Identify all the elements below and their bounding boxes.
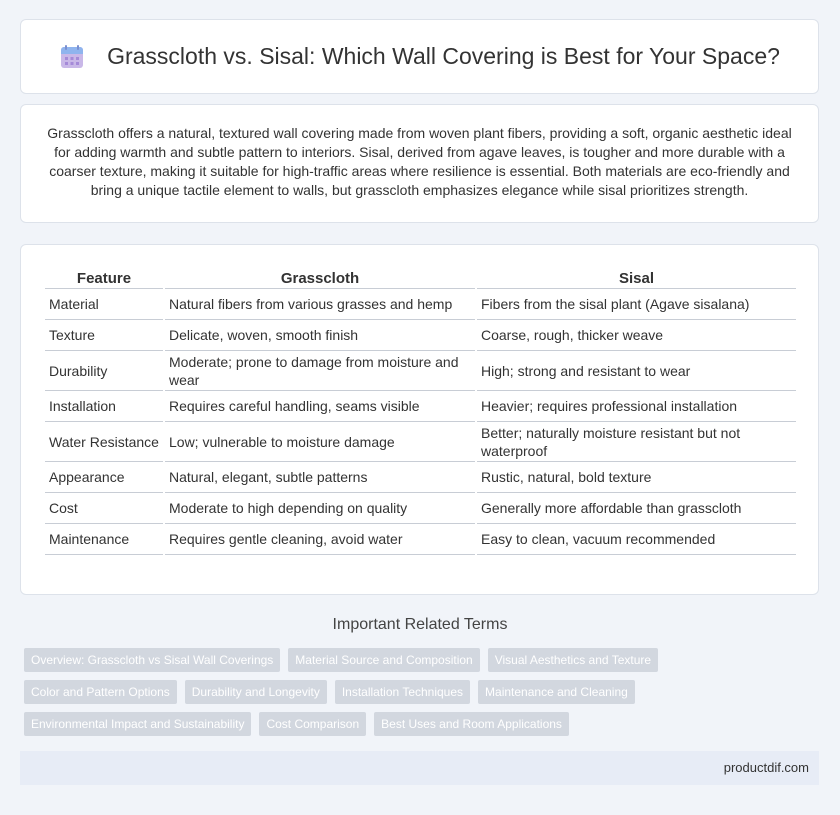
grasscloth-cell: Moderate to high depending on quality <box>165 493 475 524</box>
sisal-cell: Better; naturally moisture resistant but not waterproof <box>477 422 796 462</box>
column-header-sisal: Sisal <box>477 266 796 289</box>
grasscloth-cell: Moderate; prone to damage from moisture and wear <box>165 351 475 391</box>
sisal-cell: High; strong and resistant to wear <box>477 351 796 391</box>
table-row <box>45 289 796 320</box>
column-header-grasscloth: Grasscloth <box>165 266 475 289</box>
table-row <box>45 320 796 351</box>
footer <box>20 751 819 785</box>
feature-cell: Texture <box>45 320 163 351</box>
calendar-icon <box>59 44 85 70</box>
header-card <box>20 19 819 94</box>
grasscloth-cell: Requires gentle cleaning, avoid water <box>165 524 475 555</box>
intro-card <box>20 104 819 223</box>
grasscloth-cell: Delicate, woven, smooth finish <box>165 320 475 351</box>
related-term-tag[interactable]: Cost Comparison <box>259 712 366 736</box>
related-term-tag[interactable]: Overview: Grasscloth vs Sisal Wall Coverings <box>24 648 280 672</box>
sisal-cell: Coarse, rough, thicker weave <box>477 320 796 351</box>
table-row <box>45 524 796 555</box>
sisal-cell: Easy to clean, vacuum recommended <box>477 524 796 555</box>
related-term-tag[interactable]: Material Source and Composition <box>288 648 479 672</box>
intro-text: Grasscloth offers a natural, textured wall covering made from woven plant fibers, providing a soft, organic aesthetic ideal for adding warmth and subtle pattern to interiors. Sisal, derived from agave leaves, is tougher and more durable with a coarser texture, making it suitable for high-traffic areas where resilience is essential. Both materials are eco-friendly and bring a unique tactile element to walls, but grasscloth emphasizes elegance while sisal prioritizes strength. <box>47 125 792 198</box>
table-row <box>45 391 796 422</box>
related-term-tag[interactable]: Environmental Impact and Sustainability <box>24 712 251 736</box>
table-row <box>45 351 796 391</box>
column-header-feature: Feature <box>45 266 163 289</box>
table-row <box>45 462 796 493</box>
sisal-cell: Rustic, natural, bold texture <box>477 462 796 493</box>
related-term-tag[interactable]: Best Uses and Room Applications <box>374 712 569 736</box>
related-term-tag[interactable]: Installation Techniques <box>335 680 470 704</box>
related-term-tag[interactable]: Visual Aesthetics and Texture <box>488 648 658 672</box>
related-term-tag[interactable]: Color and Pattern Options <box>24 680 177 704</box>
feature-cell: Durability <box>45 351 163 391</box>
related-terms-list <box>24 648 824 744</box>
sisal-cell: Fibers from the sisal plant (Agave sisalana) <box>477 289 796 320</box>
related-term-tag[interactable]: Maintenance and Cleaning <box>478 680 635 704</box>
comparison-table <box>43 266 798 555</box>
footer-site-link[interactable]: productdif.com <box>723 760 809 775</box>
related-terms-title: Important Related Terms <box>332 616 508 633</box>
grasscloth-cell: Natural fibers from various grasses and hemp <box>165 289 475 320</box>
grasscloth-cell: Low; vulnerable to moisture damage <box>165 422 475 462</box>
feature-cell: Maintenance <box>45 524 163 555</box>
feature-cell: Appearance <box>45 462 163 493</box>
feature-cell: Water Resistance <box>45 422 163 462</box>
comparison-card <box>20 244 819 595</box>
grasscloth-cell: Natural, elegant, subtle patterns <box>165 462 475 493</box>
feature-cell: Cost <box>45 493 163 524</box>
sisal-cell: Generally more affordable than grasscloth <box>477 493 796 524</box>
feature-cell: Installation <box>45 391 163 422</box>
feature-cell: Material <box>45 289 163 320</box>
related-term-tag[interactable]: Durability and Longevity <box>185 680 327 704</box>
table-row <box>45 422 796 462</box>
grasscloth-cell: Requires careful handling, seams visible <box>165 391 475 422</box>
sisal-cell: Heavier; requires professional installation <box>477 391 796 422</box>
table-header-row <box>45 266 796 289</box>
page-title: Grasscloth vs. Sisal: Which Wall Covering is Best for Your Space? <box>107 43 780 69</box>
table-row <box>45 493 796 524</box>
